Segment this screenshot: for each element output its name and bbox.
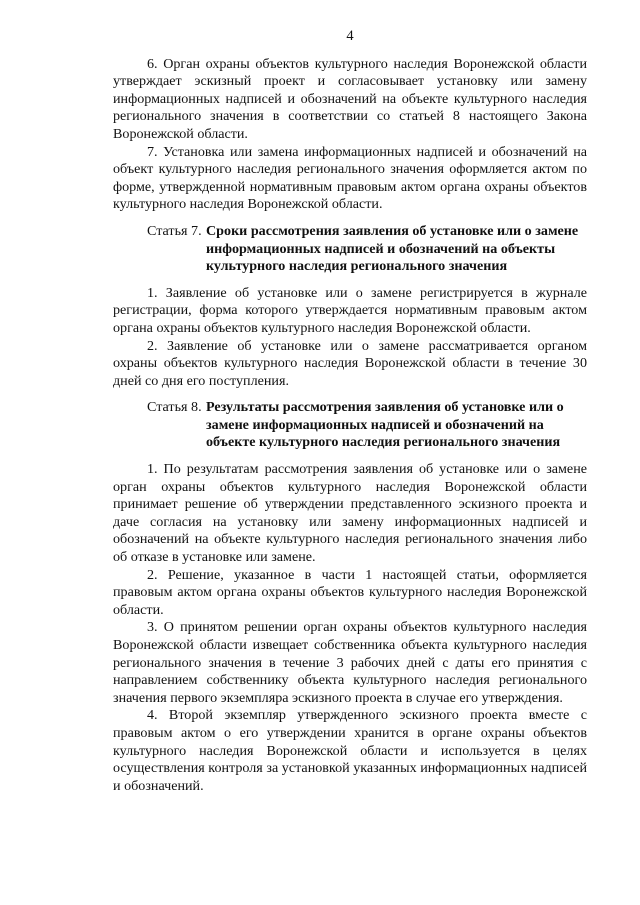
article-8-paragraph-3: 3. О принятом решении орган охраны объектов культурного наследия Воронежской области извещает собственника объекта культурного наследия регионального значения в течение 3 рабочих дней с даты его принятия с направлением собственнику объекта культурного наследия регионального значения первого экземпляра эскизного проекта в случае его утверждения. <box>113 619 587 706</box>
page-number: 4 <box>346 28 354 44</box>
article-8-paragraph-2: 2. Решение, указанное в части 1 настоящей статьи, оформляется правовым актом органа охраны объектов культурного наследия Воронежской области. <box>113 566 587 618</box>
article-8-heading <box>113 399 587 452</box>
article-8-paragraph-1: 1. По результатам рассмотрения заявления об установке или о замене орган охраны объектов культурного наследия Воронежской области принимает решение об утверждении представленного эскизного проекта и даче согласия на установку или замену информационных надписей и обозначений на объекте культурного наследия регионального значения либо об отказе в установке или замене. <box>113 461 587 566</box>
article-8-label: Статья 8. <box>147 399 202 416</box>
paragraph-6: 6. Орган охраны объектов культурного наследия Воронежской области утверждает эскизный проект и согласовывает установку или замену информационных надписей и обозначений на объекте культурного наследия регионального значения в соответствии со статьей 8 настоящего Закона Воронежской области. <box>113 55 587 142</box>
article-8-paragraph-4: 4. Второй экземпляр утвержденного эскизного проекта вместе с правовым актом о его утверждении хранится в органе охраны объектов культурного наследия Воронежской области и используется в целях осуществления контроля за установкой указанных информационных надписей и обозначений. <box>113 707 587 794</box>
document-page <box>113 28 587 795</box>
paragraph-7: 7. Установка или замена информационных надписей и обозначений на объект культурного наследия регионального значения оформляется актом по форме, утвержденной нормативным правовым актом органа охраны объектов культурного наследия Воронежской области. <box>113 143 587 213</box>
article-7-title: Сроки рассмотрения заявления об установке или о замене информационных надписей и обозначений на объекты культурного наследия регионального значения <box>206 222 579 275</box>
article-7-label: Статья 7. <box>147 222 202 239</box>
article-7-paragraph-1: 1. Заявление об установке или о замене регистрируется в журнале регистрации, форма которого утверждается нормативным правовым актом органа охраны объектов культурного наследия Воронежской области. <box>113 284 587 336</box>
article-7-heading <box>113 223 587 276</box>
article-7-paragraph-2: 2. Заявление об установке или о замене рассматривается органом охраны объектов культурного наследия Воронежской области в течение 30 дней со дня его поступления. <box>113 337 587 389</box>
article-8-title: Результаты рассмотрения заявления об установке или о замене информационных надписей и обозначений на объекте культурного наследия регионального значения <box>206 399 564 451</box>
